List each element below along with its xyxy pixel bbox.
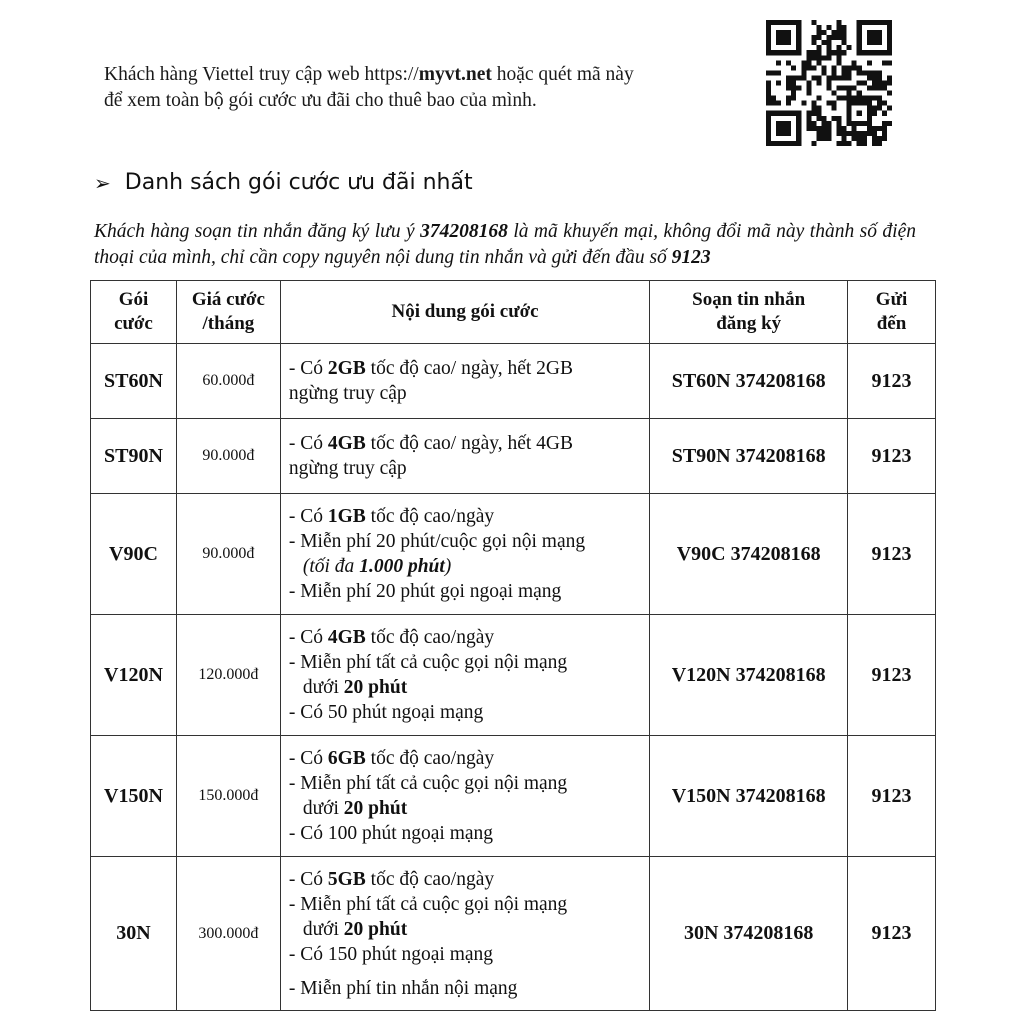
plan-price: 120.000đ bbox=[176, 615, 280, 736]
plan-content: - Có 5GB tốc độ cao/ngày - Miễn phí tất cả cuộc gọi nội mạng dưới 20 phút - Có 150 phút ngoại mạng - Miễn phí tin nhắn nội mạng bbox=[280, 857, 649, 1011]
plan-sms-syntax: V120N 374208168 bbox=[650, 615, 848, 736]
plan-content: - Có 6GB tốc độ cao/ngày - Miễn phí tất cả cuộc gọi nội mạng dưới 20 phút - Có 100 phút ngoại mạng bbox=[280, 736, 649, 857]
header-plan: Gói cước bbox=[91, 281, 177, 344]
plan-price: 300.000đ bbox=[176, 857, 280, 1011]
plan-sms-syntax: ST90N 374208168 bbox=[650, 419, 848, 494]
plan-price: 90.000đ bbox=[176, 494, 280, 615]
plan-send-to: 9123 bbox=[848, 857, 936, 1011]
plan-code: V120N bbox=[91, 615, 177, 736]
intro-line-2: để xem toàn bộ gói cước ưu đãi cho thuê bao của mình. bbox=[104, 90, 537, 111]
plan-content: - Có 2GB tốc độ cao/ ngày, hết 2GB ngừng truy cập bbox=[280, 344, 649, 419]
section-heading bbox=[94, 170, 473, 195]
plan-send-to: 9123 bbox=[848, 419, 936, 494]
shortcode: 9123 bbox=[671, 247, 711, 268]
plan-sms-syntax: 30N 374208168 bbox=[650, 857, 848, 1011]
instruction-note: Khách hàng soạn tin nhắn đăng ký lưu ý 374208168 là mã khuyến mại, không đổi mã này thành số điện thoại của mình, chỉ cần copy nguyên nội dung tin nhắn và gửi đến đầu số 9123 bbox=[94, 221, 917, 268]
header-content: Nội dung gói cước bbox=[280, 281, 649, 344]
plan-sms-syntax: V90C 374208168 bbox=[650, 494, 848, 615]
plan-code: 30N bbox=[91, 857, 177, 1011]
plan-sms-syntax: V150N 374208168 bbox=[650, 736, 848, 857]
intro-text bbox=[104, 62, 744, 114]
plan-price: 90.000đ bbox=[176, 419, 280, 494]
section-heading-text: Danh sách gói cước ưu đãi nhất bbox=[124, 170, 473, 195]
qr-code-icon bbox=[766, 20, 892, 146]
table-row bbox=[91, 494, 936, 615]
plan-code: V150N bbox=[91, 736, 177, 857]
plan-send-to: 9123 bbox=[848, 494, 936, 615]
plan-code: ST60N bbox=[91, 344, 177, 419]
table-row bbox=[91, 736, 936, 857]
plan-send-to: 9123 bbox=[848, 736, 936, 857]
arrow-bullet-icon: ➢ bbox=[94, 170, 111, 195]
table-row bbox=[91, 419, 936, 494]
promo-code: 374208168 bbox=[420, 221, 508, 242]
plan-code: ST90N bbox=[91, 419, 177, 494]
plan-price: 60.000đ bbox=[176, 344, 280, 419]
plan-code: V90C bbox=[91, 494, 177, 615]
plan-sms-syntax: ST60N 374208168 bbox=[650, 344, 848, 419]
table-row bbox=[91, 615, 936, 736]
table-row bbox=[91, 344, 936, 419]
myvt-link[interactable]: myvt.net bbox=[418, 64, 492, 85]
plan-content: - Có 1GB tốc độ cao/ngày - Miễn phí 20 phút/cuộc gọi nội mạng (tối đa 1.000 phút) - Miễn phí 20 phút gọi ngoại mạng bbox=[280, 494, 649, 615]
intro-line-1: Khách hàng Viettel truy cập web https://myvt.net hoặc quét mã này bbox=[104, 64, 634, 85]
table-row bbox=[91, 857, 936, 1011]
header-sms: Soạn tin nhắn đăng ký bbox=[650, 281, 848, 344]
plan-price: 150.000đ bbox=[176, 736, 280, 857]
header-price: Giá cước /tháng bbox=[176, 281, 280, 344]
plan-send-to: 9123 bbox=[848, 344, 936, 419]
plans-table bbox=[90, 280, 936, 1011]
table-header-row bbox=[91, 281, 936, 344]
header-send-to: Gửi đến bbox=[848, 281, 936, 344]
plan-content: - Có 4GB tốc độ cao/ ngày, hết 4GB ngừng truy cập bbox=[280, 419, 649, 494]
plan-content: - Có 4GB tốc độ cao/ngày - Miễn phí tất cả cuộc gọi nội mạng dưới 20 phút - Có 50 phút ngoại mạng bbox=[280, 615, 649, 736]
plan-send-to: 9123 bbox=[848, 615, 936, 736]
